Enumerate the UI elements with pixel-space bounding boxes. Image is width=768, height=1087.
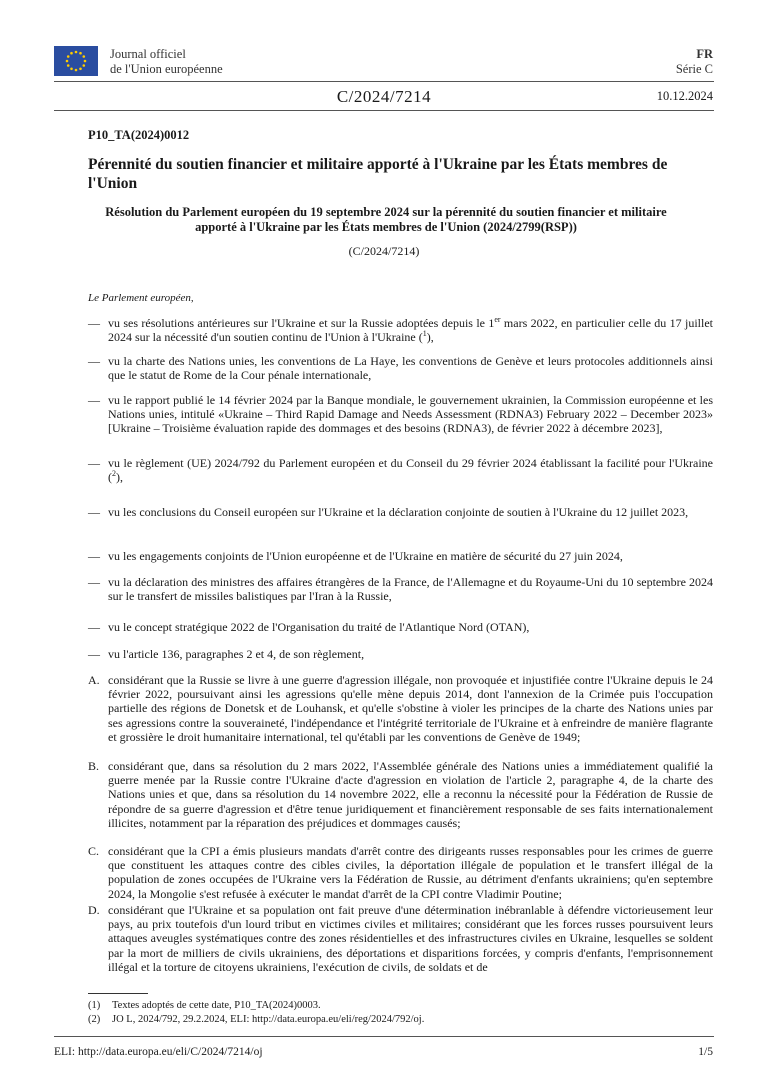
document-code: C/2024/7214 <box>336 87 432 106</box>
flag-star-icon <box>66 60 69 63</box>
flag-star-icon <box>67 64 70 67</box>
eu-flag-stars <box>54 46 98 76</box>
footnote-text: Textes adoptés de cette date, P10_TA(2024)0003. <box>112 1000 321 1011</box>
document-reference: P10_TA(2024)0012 <box>88 128 190 142</box>
document-code-center: (C/2024/7214) <box>348 244 420 258</box>
citation-dash: — <box>88 456 100 470</box>
citation-text: vu la déclaration des ministres des affaires étrangères de la France, de l'Allemagne et du Royaume-Uni du 10 septembre 2024 sur le transfert de missiles balistiques par l'Iran à la Russie, <box>108 575 713 604</box>
citation-dash: — <box>88 393 100 407</box>
flag-star-icon <box>84 60 87 63</box>
header-divider <box>54 81 714 82</box>
citation-text: vu le concept stratégique 2022 de l'Organisation du traité de l'Atlantique Nord (OTAN), <box>108 620 530 634</box>
citation-text: vu l'article 136, paragraphes 2 et 4, de son règlement, <box>108 647 365 661</box>
document-title: Pérennité du soutien financier et militaire apporté à l'Ukraine par les États membres de l'Union <box>88 156 668 192</box>
citation-dash: — <box>88 647 100 661</box>
footnote-number: (1) <box>88 1000 101 1011</box>
flag-star-icon <box>70 52 73 55</box>
consideration-text: considérant que, dans sa résolution du 2 mars 2022, l'Assemblée générale des Nations unies a immédiatement qualifié la guerre menée par la Russie contre l'Ukraine d'acte d'agression en violation de l'article 2, paragraphe 4, de la charte des Nations unies et que, dans sa résolution du 14 novembre 2022, elle a reconnu la nécessité pour la Fédération de Russie de répondre de sa guerre d'agression et d'être tenue juridiquement et financièrement responsable de ses faits internationalement illicites, notamment par la réparation des préjudices et dommages causés; <box>108 759 713 830</box>
citation-text: vu la charte des Nations unies, les conventions de La Haye, les conventions de Genève et leurs protocoles additionnels ainsi que le statut de Rome de la Cour pénale internationale, <box>108 354 713 383</box>
journal-line1: Journal officiel <box>110 47 186 61</box>
flag-star-icon <box>75 51 78 54</box>
flag-star-icon <box>79 52 82 55</box>
consideration-text: considérant que la CPI a émis plusieurs mandats d'arrêt contre des dirigeants russes responsables pour les crimes de guerre que constituent les attaques contre des cibles civiles, la déportation illégale de population et le transfert illégal de la population de zones occupées de l'Ukraine vers la Fédération de Russie, au détriment d'enfants ukrainiens; qu'en septembre 2024, la Mongolie s'est refusée à exécuter le mandat d'arrêt de la CPI contre Vladimir Poutine; <box>108 844 713 901</box>
journal-line2: de l'Union européenne <box>110 62 223 76</box>
flag-star-icon <box>79 67 82 70</box>
citation-dash: — <box>88 354 100 368</box>
series-label: Série C <box>675 62 713 76</box>
citation-text: vu ses résolutions antérieures sur l'Ukraine et sur la Russie adoptées depuis le 1er mars 2022, en particulier celle du 17 juillet 2024 sur la nécessité d'un soutien continu de l'Union à l'Ukraine ($^1$), <box>108 315 713 345</box>
citation-dash: — <box>88 620 100 634</box>
consideration-letter: A. <box>88 673 100 687</box>
citation-text: vu les engagements conjoints de l'Union européenne et de l'Ukraine en matière de sécurité du 27 juin 2024, <box>108 549 623 563</box>
consideration-text: considérant que la Russie se livre à une guerre d'agression illégale, non provoquée et injustifiée contre l'Ukraine depuis le 24 février 2022, poursuivant ainsi les agressions qu'elle mène depuis 2014, dont l'annexion de la Crimée puis l'occupation partielle des régions de Donetsk et de Louhansk, et qu'elle s'obstine à violer les principes de la charte des Nations unies par ses agressions contre la souveraineté, l'indépendance et l'intégrité territoriale de l'Ukraine et à enfreindre de manière flagrante et grossière le droit humanitaire international, tel qu'établi par les conventions de Genève de 1949; <box>108 673 713 744</box>
eu-flag-icon <box>54 46 98 76</box>
citation-dash: — <box>88 316 100 330</box>
footnote-divider <box>88 993 148 994</box>
page-number: 1/5 <box>698 1046 713 1058</box>
citation-text: vu le règlement (UE) 2024/792 du Parlement européen et du Conseil du 29 février 2024 établissant la facilité pour l'Ukraine ($^2$), <box>108 456 713 485</box>
flag-star-icon <box>75 69 78 72</box>
eli-link[interactable]: ELI: http://data.europa.eu/eli/C/2024/7214/oj <box>54 1046 263 1058</box>
consideration-letter: D. <box>88 903 100 917</box>
language-series <box>676 47 713 77</box>
language-code: FR <box>696 47 713 61</box>
flag-star-icon <box>82 55 85 58</box>
journal-name <box>110 47 223 77</box>
flag-star-icon <box>67 55 70 58</box>
footnote-number: (2) <box>88 1014 101 1025</box>
citation-text: vu le rapport publié le 14 février 2024 par la Banque mondiale, le gouvernement ukrainien, la Commission européenne et les Nations unies, intitulé «Ukraine – Third Rapid Damage and Needs Assessment (RDNA3) February 2022 – December 2023» [Ukraine – Troisième évaluation rapide des dommages et des besoins (RDNA3), de février 2022 à décembre 2023], <box>108 393 713 436</box>
citation-dash: — <box>88 575 100 589</box>
citation-dash: — <box>88 505 100 519</box>
citation-dash: — <box>88 549 100 563</box>
consideration-text: considérant que l'Ukraine et sa population ont fait preuve d'une détermination inébranlable à défendre victorieusement leur pays, au prix toutefois d'un lourd tribut en victimes civiles et militaires; considérant que les forces russes poursuivent leurs attaques aveugles systématiques contre des zones résidentielles et des infrastructures civiles en Ukraine, lesquelles se soldent par la mort de milliers de civils ukrainiens, des déportations et disparitions forcées, y compris d'enfants, l'emprisonnement illégal et la torture de citoyens ukrainiens, l'exécution de civils, de soldats et de <box>108 903 713 974</box>
flag-star-icon <box>82 64 85 67</box>
intro-text: Le Parlement européen, <box>88 292 194 304</box>
footer-divider <box>54 1036 714 1037</box>
consideration-letter: B. <box>88 759 100 773</box>
document-subtitle: Résolution du Parlement européen du 19 septembre 2024 sur la pérennité du soutien financier et militaire apporté à l'Ukraine par les États membres de l'Union (2024/2799(RSP)) <box>105 205 667 234</box>
citation-text: vu les conclusions du Conseil européen sur l'Ukraine et la déclaration conjointe de soutien à l'Ukraine du 12 juillet 2023, <box>108 505 689 519</box>
footnote <box>88 999 708 1012</box>
footnote <box>88 1013 708 1026</box>
footnote-text: JO L, 2024/792, 29.2.2024, ELI: http://data.europa.eu/eli/reg/2024/792/oj. <box>112 1014 425 1025</box>
consideration-letter: C. <box>88 844 100 858</box>
publication-date: 10.12.2024 <box>656 89 713 103</box>
flag-star-icon <box>70 67 73 70</box>
header-divider-bottom <box>54 110 714 111</box>
